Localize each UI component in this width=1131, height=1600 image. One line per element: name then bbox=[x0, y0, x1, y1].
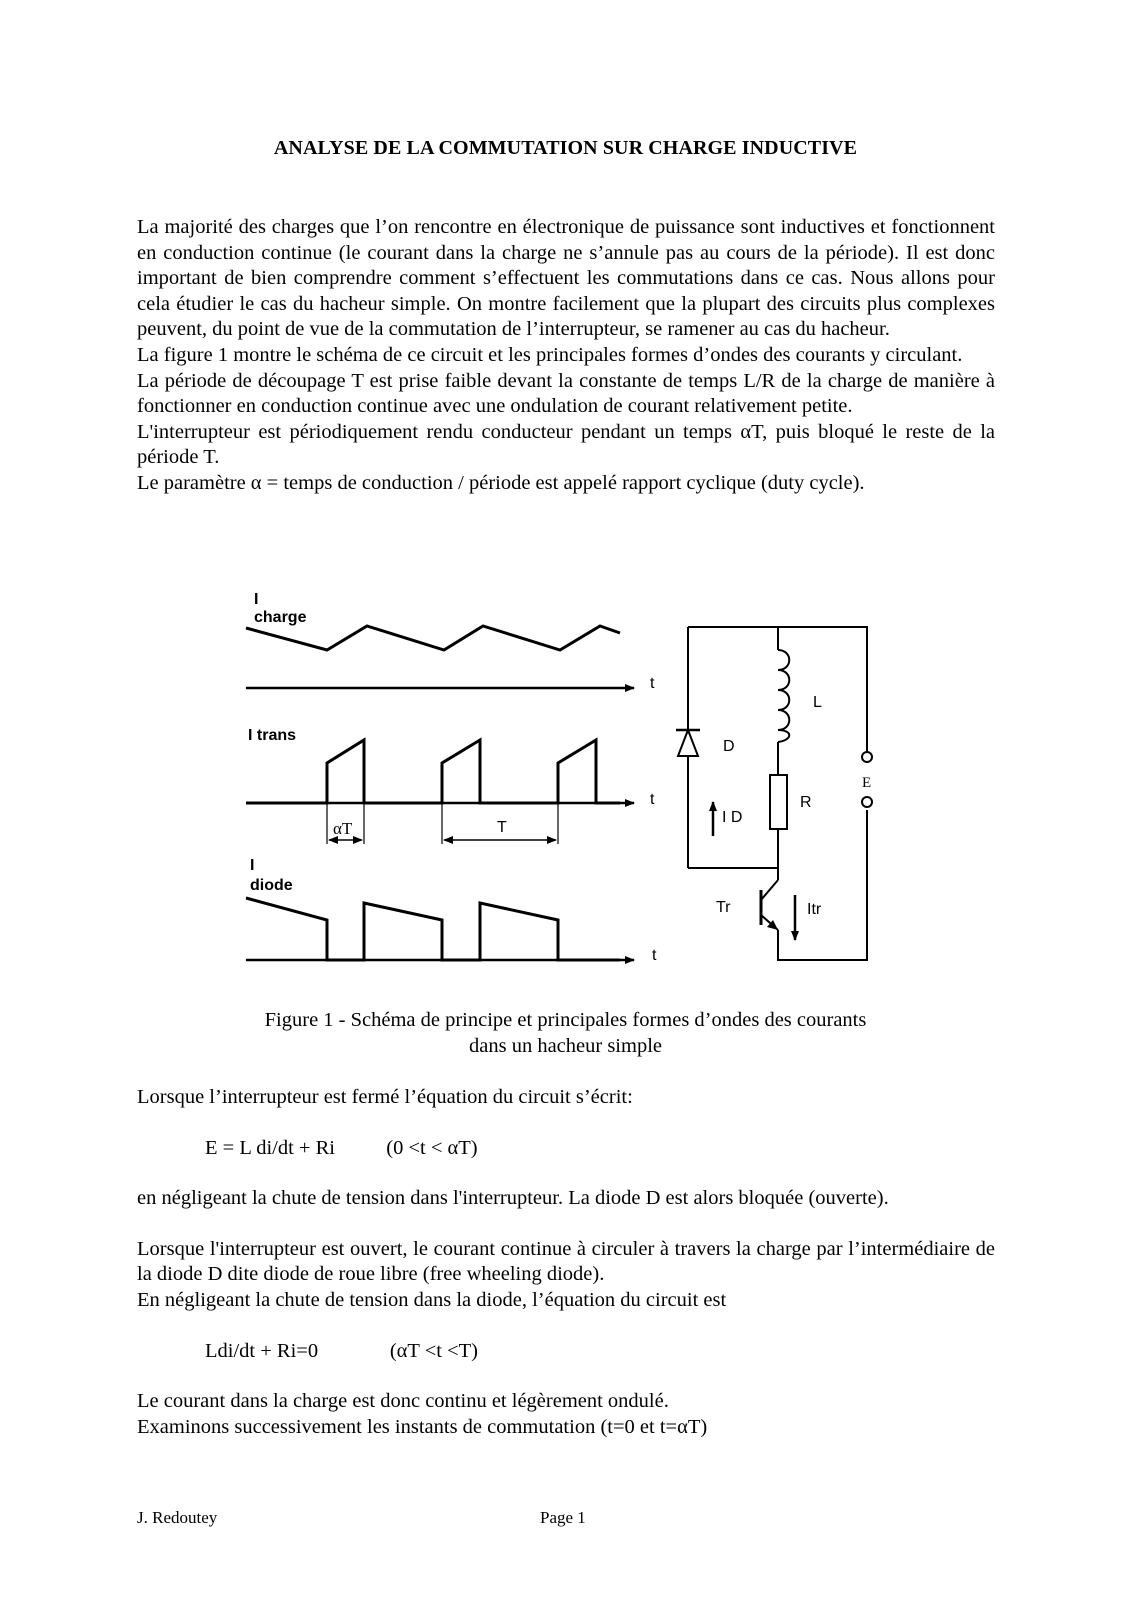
diode-current-waveform bbox=[246, 898, 620, 960]
alpha-t-label: αT bbox=[333, 819, 353, 838]
intro-paragraph-4: L'interrupteur est périodiquement rendu conducteur pendant un temps αT, puis bloqué le reste de la période T. bbox=[137, 420, 995, 469]
resistor-label: R bbox=[800, 794, 812, 811]
chopper-circuit-figure bbox=[230, 590, 930, 1000]
figure-caption-line-1: Figure 1 - Schéma de principe et principales formes d’ondes des courants bbox=[264, 1009, 867, 1031]
transistor-collector bbox=[761, 880, 778, 900]
intro-paragraph-3: La période de découpage T est prise faible devant la constante de temps L/R de la charge de manière à fonctionner en conduction continue avec une ondulation de courant relativement petite. bbox=[137, 369, 995, 418]
transistor-current-label: Itr bbox=[807, 901, 822, 918]
source-terminal-top bbox=[862, 752, 872, 762]
footer-page-number: Page 1 bbox=[540, 1508, 586, 1527]
source-label: E bbox=[862, 775, 872, 791]
load-current-waveform bbox=[246, 626, 620, 650]
t-label-1: t bbox=[650, 675, 655, 692]
open-switch-paragraph: Lorsque l'interrupteur est ouvert, le courant continue à circuler à travers la charge par l’intermédiaire de la diode D dite diode de roue libre (free wheeling diode). bbox=[137, 1237, 995, 1286]
t-label-3: t bbox=[652, 947, 657, 964]
period-label: T bbox=[497, 819, 507, 836]
t-label-2: t bbox=[650, 791, 655, 808]
footer-author: J. Redoutey bbox=[137, 1508, 218, 1527]
figure-1 bbox=[230, 590, 930, 1000]
diode-blocked-paragraph: en négligeant la chute de tension dans l'interrupteur. La diode D est alors bloquée (ouverte). bbox=[137, 1187, 889, 1210]
diode-drop-paragraph: En négligeant la chute de tension dans la diode, l’équation du circuit est bbox=[137, 1288, 727, 1311]
right-bottom-wire bbox=[778, 810, 867, 960]
page-title: ANALYSE DE LA COMMUTATION SUR CHARGE INDUCTIVE bbox=[273, 137, 858, 159]
intro-paragraph-5: Le paramètre α = temps de conduction / période est appelé rapport cyclique (duty cycle). bbox=[137, 471, 865, 494]
diode-current-label: I D bbox=[722, 809, 743, 826]
closed-switch-paragraph: Lorsque l’interrupteur est fermé l’équation du circuit s’écrit: bbox=[137, 1086, 633, 1108]
label-i-charge-2: charge bbox=[254, 609, 307, 626]
commutation-instants-paragraph: Examinons successivement les instants de commutation (t=0 et t=αT) bbox=[137, 1415, 708, 1438]
source-terminal-bottom bbox=[862, 797, 872, 807]
transistor-label: Tr bbox=[716, 899, 731, 916]
intro-paragraph-1: La majorité des charges que l’on rencontre en électronique de puissance sont inductives et fonctionnent en conduction continue (le courant dans la charge ne s’annule pas au cours de la période). Il est donc important de bien comprendre comment s’effectuent les commutations dans ce cas. Nous allons pour cela étudier le cas du hacheur simple. On montre facilement que la plupart des circuits plus complexes peuvent, du point de vue de la commutation de l’interrupteur, se ramener au cas du hacheur. bbox=[137, 216, 995, 341]
inductor-label: L bbox=[813, 694, 822, 711]
figure-caption bbox=[0, 1008, 1131, 1059]
label-i-diode-2: diode bbox=[250, 877, 293, 894]
figure-caption-line-2: dans un hacheur simple bbox=[469, 1034, 662, 1057]
label-i-trans: I trans bbox=[248, 727, 297, 744]
intro-paragraph-2: La figure 1 montre le schéma de ce circuit et les principales formes d’ondes des courants y circulant. bbox=[137, 343, 963, 366]
analysis-section bbox=[137, 1085, 995, 1440]
continuous-current-paragraph: Le courant dans la charge est donc continu et légèrement ondulé. bbox=[137, 1390, 669, 1413]
resistor-body bbox=[770, 775, 787, 829]
label-i-diode-1: I bbox=[250, 857, 255, 874]
diode-label: D bbox=[723, 738, 735, 755]
transistor-current-waveform bbox=[246, 740, 620, 803]
intro-section bbox=[137, 215, 995, 497]
label-i-charge-1: I bbox=[254, 591, 259, 608]
equation-closed: E = L di/dt + Ri (0 <t < αT) bbox=[205, 1136, 478, 1159]
circuit-schematic bbox=[688, 627, 867, 960]
diode-symbol bbox=[676, 730, 700, 756]
equation-open: Ldi/dt + Ri=0 (αT <t <T) bbox=[205, 1339, 478, 1362]
inductor-coil bbox=[778, 650, 789, 742]
